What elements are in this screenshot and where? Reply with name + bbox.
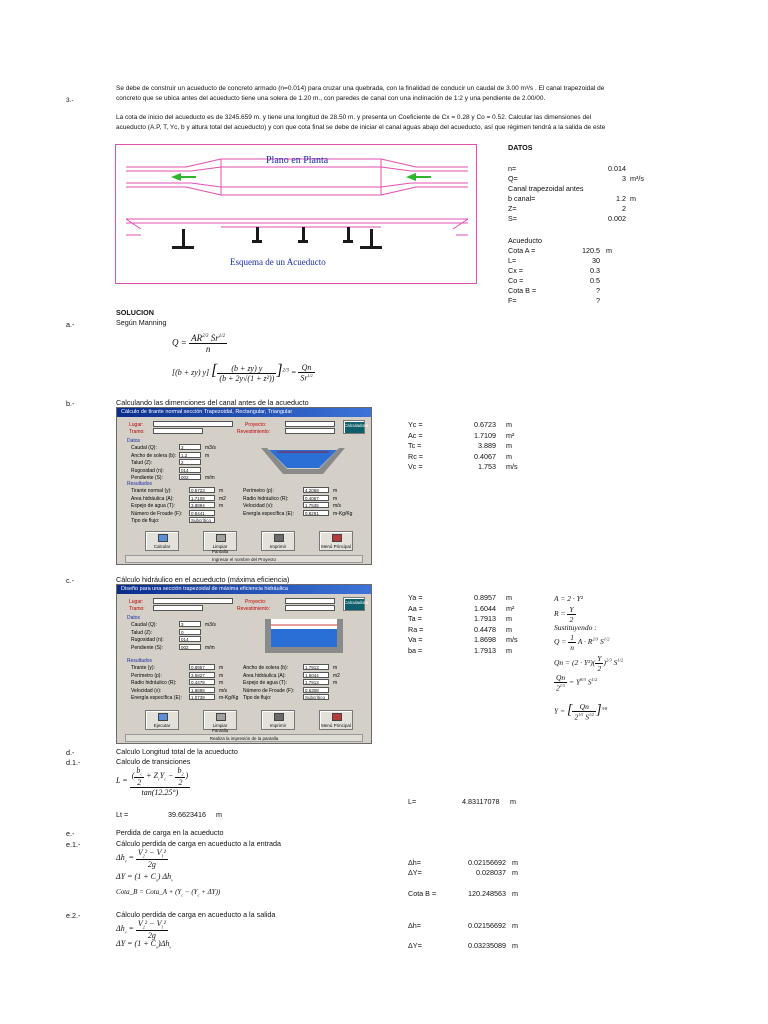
formula-q: Q = $\frac{1}{n}$ $A \cdot R^{2/3}$ $S^{1/2}$ bbox=[554, 633, 610, 652]
problem-line-4: acueducto (A.P, T, Yc, b y altura total del acueducto) y con que cota final se debe de iniciar el canal aguas abajo del acueducto, así que régimen tendrá a la salida de este bbox=[116, 124, 606, 131]
tramo-input[interactable] bbox=[153, 428, 203, 434]
formula-y: Y = [ $\frac{Qn}{2^{1/3} S^{1/2}}$ ]$^{3/8}$ bbox=[554, 702, 608, 722]
result-value: 3.889 bbox=[478, 441, 496, 450]
step-e2-number: e.2.- bbox=[66, 911, 81, 920]
result-unit: m bbox=[333, 680, 338, 686]
datos-unit: m³/s bbox=[630, 174, 644, 183]
result-label: Yc = bbox=[408, 420, 423, 429]
result-unit: m bbox=[219, 488, 224, 494]
result-field: 1.7535 bbox=[303, 502, 329, 508]
acueducto-value: 0.5 bbox=[590, 276, 600, 285]
result-label: Ta = bbox=[408, 614, 422, 623]
result-value: 1.7913 bbox=[474, 645, 496, 655]
rectangle-section-icon bbox=[257, 615, 352, 657]
result-value: 1.7109 bbox=[474, 430, 496, 440]
datos-group-label: Datos bbox=[127, 615, 141, 621]
step-d1-number: d.1.- bbox=[66, 758, 81, 767]
result-label: Va = bbox=[408, 635, 423, 644]
result-unit: m-Kg/Kg bbox=[219, 695, 239, 701]
step-e-number: e.- bbox=[66, 829, 75, 838]
result-unit: m2 bbox=[333, 672, 340, 679]
step-a-text: Según Manning bbox=[116, 318, 167, 327]
revestimiento-label: Revestimiento: bbox=[237, 606, 271, 612]
input-unit: m/m bbox=[205, 644, 215, 651]
result-field: 0.8291 bbox=[303, 510, 329, 516]
plan-title: Plano en Planta bbox=[266, 155, 329, 166]
result-unit: m/s bbox=[506, 462, 518, 471]
result-field: 1.6044 bbox=[303, 672, 329, 678]
input-field[interactable]: 3 bbox=[179, 621, 201, 627]
result-field: 3.8894 bbox=[189, 502, 215, 508]
main-menu-button[interactable]: Menú Principal bbox=[319, 710, 353, 730]
problem-line-2: concreto que se ubica antes del acueducto tiene una solera de 1.20 m., con paredes de canal con una inclinación de 1:2 y una pendiente de 2.00/00. bbox=[116, 95, 546, 102]
revestimiento-input[interactable] bbox=[285, 605, 335, 611]
result-value: 0.4067 bbox=[474, 451, 496, 461]
result-field: 1.7913 bbox=[303, 679, 329, 685]
calculadora-button[interactable]: Calculadora bbox=[343, 597, 365, 611]
clear-screen-button[interactable]: Limpiar Pantalla bbox=[203, 531, 237, 551]
result-label: Ra = bbox=[408, 624, 424, 634]
print-icon bbox=[274, 713, 284, 721]
aqueduct-plan-figure bbox=[115, 144, 477, 284]
formula-qn: Qn = (2 · Y²)( $\frac{Y}{2}$ )$^{2/3}$ $S^{1/2}$ bbox=[554, 654, 624, 673]
result-label: Energía específica (E): bbox=[131, 695, 182, 701]
step-e2-text: Cálculo perdida de carga en acueducto a la salida bbox=[116, 910, 276, 919]
step-c-number: c.- bbox=[66, 576, 74, 585]
acueducto-value: 0.3 bbox=[590, 266, 600, 275]
manning-formula: Q = $\frac{AR^{2/3} Sr^{1/2}}{n}$ bbox=[172, 333, 226, 354]
status-bar: Realiza la impresión de la pantalla bbox=[125, 734, 363, 742]
acueducto-value: ? bbox=[596, 296, 600, 305]
result-unit: m bbox=[506, 420, 512, 429]
print-button[interactable]: Imprimir bbox=[261, 531, 295, 551]
result-label: Area hidráulica (A): bbox=[243, 672, 286, 679]
datos-group-label: Datos bbox=[127, 438, 141, 444]
input-field[interactable]: 0 bbox=[179, 629, 201, 635]
L-unit: m bbox=[510, 797, 516, 806]
input-field[interactable]: 3 bbox=[179, 444, 201, 450]
main-menu-icon bbox=[332, 534, 342, 542]
Lt-value: 39.6623416 bbox=[168, 810, 206, 819]
result-label: Rc = bbox=[408, 451, 423, 461]
result-value: 0.6723 bbox=[474, 420, 496, 429]
salida-unit: m bbox=[512, 921, 518, 930]
datos-value: 2 bbox=[622, 204, 626, 213]
datos-value: 0.014 bbox=[608, 164, 626, 173]
result-label: Espejo de agua (T): bbox=[243, 680, 287, 686]
entrada-label: Cota B = bbox=[408, 889, 437, 898]
input-field[interactable]: 002 bbox=[179, 474, 201, 480]
input-label: Talud (Z): bbox=[131, 460, 153, 466]
step-b-number: b.- bbox=[66, 399, 75, 408]
acueducto-title: Acueducto bbox=[508, 236, 542, 245]
datos-value: 3 bbox=[622, 174, 626, 183]
step-e-text: Perdida de carga en la acueducto bbox=[116, 828, 224, 837]
L-value: 4.83117078 bbox=[462, 797, 500, 806]
result-label: Ancho de solera (b): bbox=[243, 665, 289, 671]
acueducto-value: ? bbox=[596, 286, 600, 295]
problem-line-1: Se debe de construir un acueducto de concreto armado (n=0.014) para cruzar una quebrada, con la finalidad de conducir un caudal de 3.00 m³/s . El canal trapezoidal de bbox=[116, 85, 605, 92]
entrada-unit: m bbox=[512, 889, 518, 898]
lugar-input[interactable] bbox=[153, 598, 233, 604]
entrada-value: 0.02156692 bbox=[468, 858, 506, 867]
input-field[interactable]: 2 bbox=[179, 459, 201, 465]
datos-label: Q= bbox=[508, 174, 518, 183]
result-label: Número de Froude (F): bbox=[131, 510, 183, 517]
step-e1-text: Cálculo perdida de carga en acueducto a la entrada bbox=[116, 839, 282, 848]
result-value: 0.8957 bbox=[474, 593, 496, 602]
result-label: Tc = bbox=[408, 441, 422, 450]
result-unit: m bbox=[506, 624, 512, 634]
clear-screen-icon bbox=[216, 713, 226, 721]
result-label: Ya = bbox=[408, 593, 423, 602]
trapezoid-section-icon bbox=[257, 442, 352, 482]
result-unit: m bbox=[333, 488, 338, 494]
result-unit: m bbox=[506, 593, 512, 602]
result-unit: m bbox=[506, 451, 512, 461]
entrance-dy-formula: $\Delta Y = (1 + C_x)$ $\Delta h_v$ bbox=[116, 872, 173, 883]
problem-number: 3.- bbox=[66, 97, 74, 104]
input-field[interactable]: 002 bbox=[179, 644, 201, 650]
result-value: 1.753 bbox=[478, 462, 496, 471]
datos-title: DATOS bbox=[508, 143, 533, 152]
status-bar: Ingresar el nombre del Proyecto bbox=[125, 555, 363, 563]
step-a-number: a.- bbox=[66, 320, 75, 329]
entrada-value: 120.248563 bbox=[468, 889, 506, 898]
salida-unit: m bbox=[512, 941, 518, 950]
result-unit: m² bbox=[506, 430, 515, 440]
revestimiento-label: Revestimiento: bbox=[237, 429, 271, 435]
proyecto-label: Proyecto: bbox=[245, 599, 267, 605]
result-value: 1.6044 bbox=[474, 603, 496, 613]
resultados-group-label: Resultados bbox=[127, 658, 153, 664]
result-field: Subcrítico bbox=[303, 694, 329, 700]
tramo-label: Tramo: bbox=[129, 606, 145, 612]
result-label: Aa = bbox=[408, 603, 423, 613]
result-unit: m bbox=[333, 495, 338, 502]
result-label: Tirante normal (y): bbox=[131, 488, 172, 494]
proyecto-input[interactable] bbox=[285, 421, 335, 427]
result-unit: m bbox=[219, 672, 224, 679]
datos-label: Z= bbox=[508, 204, 517, 213]
window-title: Diseño para una sección trapezoidal de máxima eficiencia hidráulica bbox=[117, 585, 371, 594]
entrada-unit: m bbox=[512, 858, 518, 867]
acueducto-value: 120.5 bbox=[582, 246, 600, 255]
main-menu-button[interactable]: Menú Principal bbox=[319, 531, 353, 551]
result-field: 0.4478 bbox=[189, 679, 215, 685]
result-unit: m bbox=[219, 680, 224, 686]
input-field[interactable]: 014 bbox=[179, 636, 201, 642]
result-field: 1.7913 bbox=[303, 664, 329, 670]
result-label: Ac = bbox=[408, 430, 423, 440]
salida-value: 0.02156692 bbox=[468, 921, 506, 930]
step-d-text: Calculo Longitud total de la acueducto bbox=[116, 747, 238, 756]
solucion-title: SOLUCION bbox=[116, 308, 154, 317]
result-unit: m² bbox=[506, 603, 515, 613]
result-unit: m/s bbox=[333, 503, 342, 509]
datos-label: b canal= bbox=[508, 194, 536, 203]
result-field: 0.6723 bbox=[189, 487, 215, 493]
salida-label: ΔY= bbox=[408, 941, 422, 950]
input-label: Pendiente (S): bbox=[131, 644, 163, 651]
calculate-button[interactable]: Calcular bbox=[145, 531, 179, 551]
input-field[interactable]: 014 bbox=[179, 467, 201, 473]
input-label: Caudal (Q): bbox=[131, 445, 157, 451]
cota-b-formula: Cota_B = Cota_A + $(Y_c - (Y_c + \Delta Y))$ bbox=[116, 888, 221, 898]
input-label: Ancho de solera (b): bbox=[131, 452, 177, 459]
result-label: Perímetro (p): bbox=[131, 672, 162, 679]
formula-qn-ratio: $\frac{Qn}{2^{1/3}}$ = $Y^{8/3}$ $S^{1/2}$ bbox=[556, 673, 598, 693]
input-unit: m3/s bbox=[205, 622, 216, 628]
entrada-label: Δh= bbox=[408, 858, 421, 867]
result-label: Energía específica (E): bbox=[243, 510, 294, 517]
entrada-value: 0.028037 bbox=[476, 868, 506, 877]
result-field: 1.8698 bbox=[189, 687, 215, 693]
datos-value: 0.002 bbox=[608, 214, 626, 223]
formula-substituting: Sustituyendo : bbox=[554, 623, 597, 632]
result-field: 0.4067 bbox=[303, 495, 329, 501]
revestimiento-input[interactable] bbox=[285, 428, 335, 434]
result-unit: m bbox=[333, 665, 338, 671]
datos-label: Canal trapezoidal antes bbox=[508, 184, 584, 193]
datos-label: n= bbox=[508, 164, 517, 173]
exit-dh-formula: $\Delta h_v$ = $\frac{V_2^2 - V_1^2}{2g}$ bbox=[116, 919, 166, 940]
step-b-text: Calculando las dimenciones del canal antes de la acueducto bbox=[116, 398, 309, 407]
result-label: Radio hidráulico (R): bbox=[131, 680, 177, 686]
tramo-input[interactable] bbox=[153, 605, 203, 611]
result-label: Tipo de flujo: bbox=[131, 518, 160, 524]
datos-value: 1.2 bbox=[616, 194, 626, 203]
result-unit: m/s bbox=[219, 687, 228, 694]
proyecto-input[interactable] bbox=[285, 598, 335, 604]
result-label: Espejo de agua (T): bbox=[131, 503, 175, 509]
result-label: Perímetro (p): bbox=[243, 488, 274, 494]
resultados-group-label: Resultados bbox=[127, 481, 153, 487]
result-unit: m-Kg/Kg bbox=[333, 510, 353, 517]
tramo-label: Tramo: bbox=[129, 429, 145, 435]
max-efficiency-window bbox=[116, 584, 372, 744]
calculadora-button[interactable]: Calculadora bbox=[343, 420, 365, 434]
result-unit: m bbox=[506, 645, 512, 655]
input-unit: m bbox=[205, 452, 210, 459]
result-field: 0.8957 bbox=[189, 664, 215, 670]
salida-label: Δh= bbox=[408, 921, 421, 930]
lugar-input[interactable] bbox=[153, 421, 233, 427]
print-button[interactable]: Imprimir bbox=[261, 710, 295, 730]
result-label: ba = bbox=[408, 645, 423, 655]
input-label: Caudal (Q): bbox=[131, 622, 157, 628]
acueducto-label: Cx = bbox=[508, 266, 523, 275]
clear-screen-icon bbox=[216, 534, 226, 542]
entrada-label: ΔY= bbox=[408, 868, 422, 877]
lugar-label: Lugar: bbox=[129, 599, 144, 605]
lugar-label: Lugar: bbox=[129, 422, 144, 428]
Lt-label: Lt = bbox=[116, 810, 129, 819]
result-field: Subcrítico bbox=[189, 517, 215, 523]
calculate-icon bbox=[158, 534, 168, 542]
result-unit: m bbox=[219, 665, 224, 671]
result-unit: m2 bbox=[219, 495, 226, 502]
result-label: Tirante (y): bbox=[131, 665, 155, 671]
input-unit: m/m bbox=[205, 475, 215, 481]
Lt-unit: m bbox=[216, 810, 222, 819]
input-field[interactable]: 1.2 bbox=[179, 452, 201, 458]
window-title: Cálculo de tirante normal sección Trapezoidal, Rectangular, Triangular bbox=[117, 408, 371, 417]
result-field: 0.6308 bbox=[303, 687, 329, 693]
result-value: 0.4478 bbox=[474, 624, 496, 634]
input-unit: m3/s bbox=[205, 445, 216, 451]
trapezoidal-calc-window bbox=[116, 407, 372, 565]
salida-value: 0.03235089 bbox=[468, 941, 506, 950]
result-label: Radio hidráulico (R): bbox=[243, 495, 289, 502]
step-c-text: Cálculo hidráulico en el acueducto (máxima eficiencia) bbox=[116, 575, 290, 584]
entrance-dh-formula: $\Delta h_v$ = $\frac{V_2^2 - V_1^2}{2g}$ bbox=[116, 848, 166, 869]
result-label: Vc = bbox=[408, 462, 423, 471]
input-label: Talud (Z): bbox=[131, 629, 153, 636]
result-field: 1.7109 bbox=[189, 495, 215, 501]
result-label: Area hidráulica (A): bbox=[131, 495, 174, 502]
acueducto-unit: m bbox=[606, 246, 612, 255]
acueducto-value: 30 bbox=[592, 256, 600, 265]
acueducto-label: F= bbox=[508, 296, 517, 305]
result-label: Velocidad (v): bbox=[243, 503, 274, 509]
proyecto-label: Proyecto: bbox=[245, 422, 267, 428]
acueducto-label: L= bbox=[508, 256, 517, 265]
scheme-title: Esquema de un Acueducto bbox=[230, 257, 326, 267]
step-d1-text: Calculo de transiciones bbox=[116, 757, 191, 766]
result-label: Velocidad (v): bbox=[131, 687, 162, 694]
L-label: L= bbox=[408, 797, 417, 806]
result-value: 1.8698 bbox=[474, 635, 496, 644]
print-icon bbox=[274, 534, 284, 542]
result-unit: m bbox=[506, 614, 512, 623]
clear-screen-button[interactable]: Limpiar Pantalla bbox=[203, 710, 237, 730]
result-field: 1.0739 bbox=[189, 694, 215, 700]
result-unit: m bbox=[506, 441, 512, 450]
input-label: Rugosidad (n): bbox=[131, 467, 164, 474]
manning-section-formula: [(b + zy) y] [ $\frac{(b + zy) y}{\text{(b + 2y√(1 + z²))}}$ ]$^{2/3}$ = $\frac{Qn}{Sr^{1/2}}$ bbox=[172, 362, 313, 383]
result-unit: m/s bbox=[506, 635, 518, 644]
result-unit: m bbox=[219, 503, 224, 509]
formula-area: A = 2 · Y² bbox=[554, 594, 584, 603]
result-field: 3.5827 bbox=[189, 672, 215, 678]
main-menu-icon bbox=[332, 713, 342, 721]
exit-dy-formula: $\Delta Y = (1 + C_o)\Delta h_v$ bbox=[116, 939, 172, 950]
calculate-icon bbox=[158, 713, 168, 721]
acueducto-label: Cota B = bbox=[508, 286, 537, 295]
formula-radius: R = $\frac{Y}{2}$ bbox=[554, 605, 574, 624]
result-field: 4.2068 bbox=[303, 487, 329, 493]
result-field: 0.8441 bbox=[189, 510, 215, 516]
datos-label: S= bbox=[508, 214, 517, 223]
result-label: Tipo de flujo: bbox=[243, 695, 272, 701]
problem-line-3: La cota de inicio del acueducto es de 3245.659 m. y tiene una longitud de 28.50 m. y presenta un Coeficiente de Cx = 0.28 y Co = 0.52. Calcular las dimensiones del bbox=[116, 114, 592, 121]
step-d-number: d.- bbox=[66, 748, 75, 757]
acueducto-label: Co = bbox=[508, 276, 524, 285]
input-label: Rugosidad (n): bbox=[131, 637, 164, 643]
calculate-button[interactable]: Ejecutar bbox=[145, 710, 179, 730]
datos-unit: m bbox=[630, 194, 636, 203]
acueducto-label: Cota A = bbox=[508, 246, 536, 255]
result-label: Número de Froude (F): bbox=[243, 687, 295, 694]
result-value: 1.7913 bbox=[474, 614, 496, 623]
entrada-unit: m bbox=[512, 868, 518, 877]
input-label: Pendiente (S): bbox=[131, 475, 163, 481]
step-e1-number: e.1.- bbox=[66, 840, 81, 849]
transition-length-formula: L = ( $\frac{b_c}{2}$ + $Z_cY_c$ − $\frac{b_2}{2}$ ) tan(12.25°) bbox=[116, 766, 189, 797]
